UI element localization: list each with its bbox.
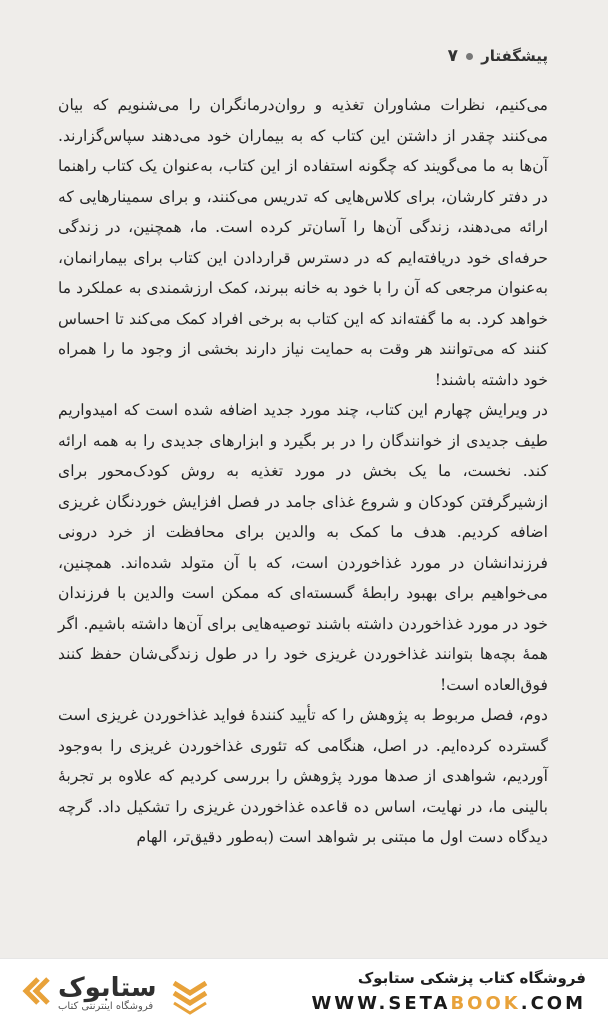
store-name: فروشگاه کتاب پزشکی ستابوک (357, 969, 586, 987)
page-number: ۷ (447, 46, 459, 66)
paragraph-2: در ویرایش چهارم این کتاب، چند مورد جدید اضافه شده است که امیدواریم طیف جدیدی از خوانندگان را در بر بگیرد و ابزارهای جدیدی را به همه ارائه کند. نخست، ما یک بخش در مورد تغذیه به روش کودک‌محور برای ازشیرگرفتن کودکان و شروع غذای جامد در فصل افزایش خوردنگان غریزی اضافه کردیم. هدف ما کمک به والدین برای محافظت از خرد درونی فرزندانشان در مورد غذاخوردن است، که با آن متولد شده‌اند. همچنین، می‌خواهیم برای بهبود رابطهٔ گسسته‌ای که ممکن است والدین با فرزندان خود در مورد غذاخوردن داشته باشند توصیه‌هایی برای آن‌ها داشته باشیم. اگر همهٔ بچه‌ها بتوانند غذاخوردن غریزی خود را در طول زندگی‌شان حفظ کنند فوق‌العاده است! (58, 401, 548, 694)
url-suffix: .COM (520, 993, 586, 1014)
url-prefix: WWW.SETA (311, 993, 451, 1014)
chapter-title: پیشگفتار (481, 47, 548, 65)
url-accent: BOOK (450, 993, 521, 1014)
paragraph-1: می‌کنیم، نظرات مشاوران تغذیه و روان‌درمانگران را می‌شنویم که بیان می‌کنند چقدر از داشتن این کتاب که به بیماران خود می‌دهند سپاس‌گزارند. آن‌ها به ما می‌گویند که چگونه استفاده از این کتاب، به‌عنوان یک کتاب راهنما در دفتر کارشان، برای کلاس‌هایی که تدریس می‌کنند، و برای سمینارهایی که ارائه می‌دهند، زندگی آن‌ها را آسان‌تر کرده است. ما، همچنین، در زندگی حرفه‌ای خود دریافته‌ایم که در دسترس قراردادن این کتاب برای بیمارانمان، به‌عنوان مرجعی که آن را با خود به خانه ببرند، کمک ارزشمندی به عملکرد ما خواهد کرد. به ما گفته‌اند که این کتاب به برخی افراد کمک می‌کند تا احساس کنند که می‌توانند هر وقت به حمایت نیاز دارند بخشی از وجود ما را همراه خود داشته باشند! (58, 96, 548, 389)
watermark-footer (0, 958, 608, 1025)
paragraph-3: دوم، فصل مربوط به پژوهش را که تأیید کنندهٔ فواید غذاخوردن غریزی است گسترده کرده‌ایم. در اصل، هنگامی که تئوری غذاخوردن غریزی را به‌وجود آوردیم، شواهدی از صدها مورد پژوهش را بررسی کردیم که علاوه بر تجربهٔ بالینی ما، در نهایت، اساس ده قاعده غذاخوردن غریزی را تشکیل داد. گرچه دیدگاه دست اول ما مبتنی بر شواهد است (به‌طور دقیق‌تر، الهام (58, 706, 548, 846)
bullet-dot-icon (466, 53, 473, 60)
store-url[interactable] (311, 993, 586, 1014)
body-text (58, 90, 548, 853)
page-header (60, 42, 548, 70)
chevron-mark-icon (168, 971, 212, 1015)
logo-arrows-icon (18, 973, 52, 1013)
logo-text: ستابوک (58, 973, 157, 1003)
logo-subtitle: فروشگاه اینترنتی کتاب (58, 1001, 154, 1012)
